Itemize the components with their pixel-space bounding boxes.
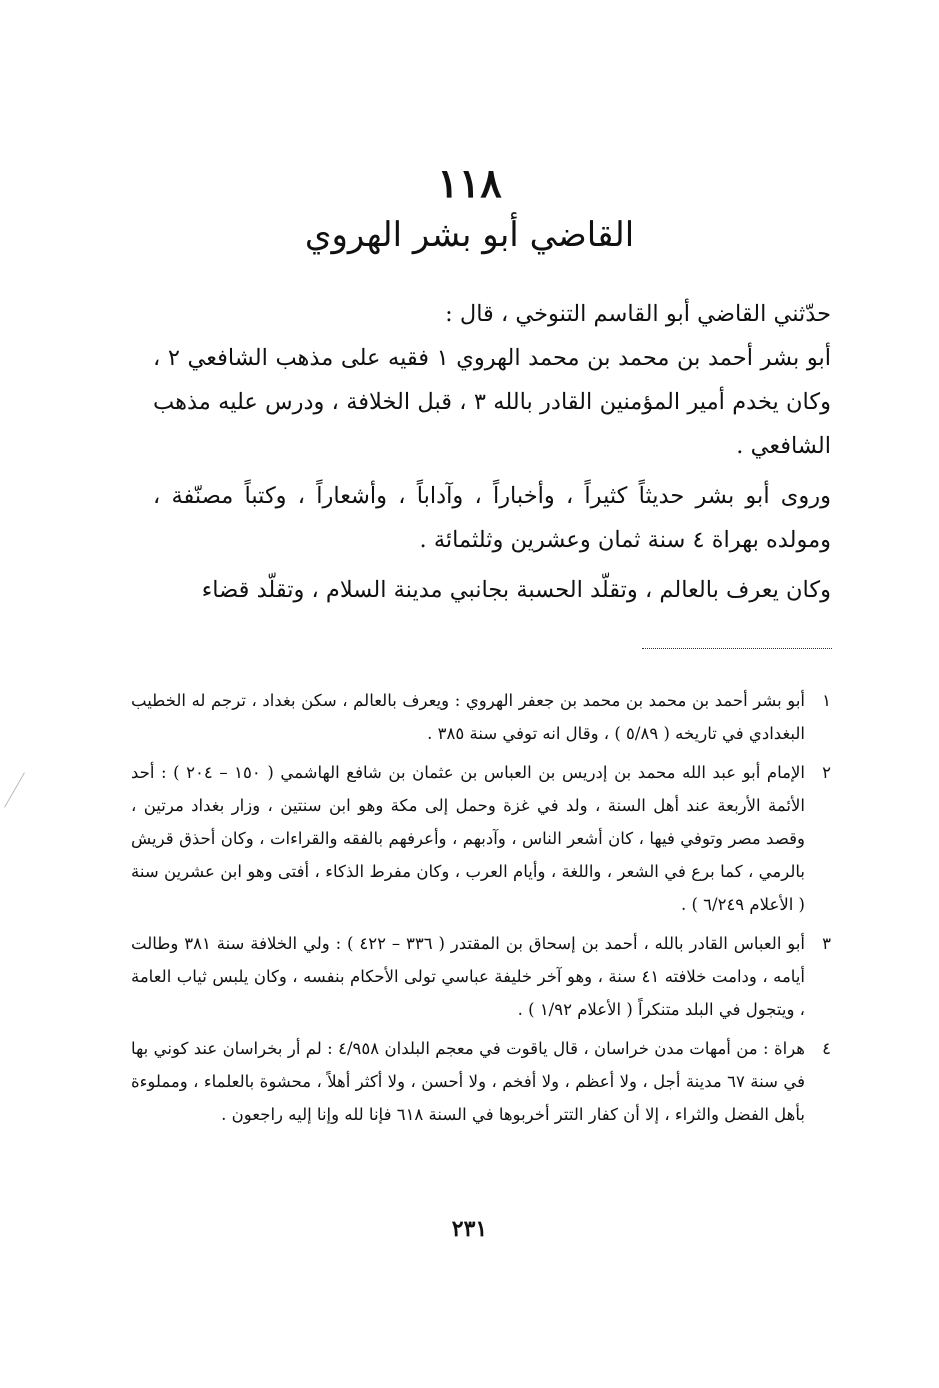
footnote-text: الإمام أبو عبد الله محمد بن إدريس بن العباس بن عثمان بن شافع الهاشمي ( ١٥٠ – ٢٠٤ ) : أحد الأئمة الأربعة عند أهل السنة ، ولد في غزة وحمل إلى مكة وهو ابن سنتين ، وزار بغداد مرتين ، وقصد مصر وتوفي فيها ، كان أشعر الناس ، وآدبهم ، وأعرفهم بالفقه والقراءات ، وكان أحذق قريش بالرمي ، كما برع في الشعر ، واللغة ، وأيام العرب ، وكان مفرط الذكاء ، أفتى وهو ابن عشرين سنة ( الأعلام ٦/٢٤٩ ) . <box>131 763 805 914</box>
footnote <box>131 1032 831 1131</box>
story-number: ١١٨ <box>437 160 502 207</box>
footnote <box>131 684 831 750</box>
footnote-text: أبو العباس القادر بالله ، أحمد بن إسحاق بن المقتدر ( ٣٣٦ – ٤٢٢ ) : ولي الخلافة سنة ٣٨١ وطالت أيامه ، ودامت خلافته ٤١ سنة ، وهو آخر خليفة عباسي تولى الأحكام بنفسه ، وكان يلبس ثياب العامة ، ويتجول في البلد متنكراً ( الأعلام ١/٩٢ ) . <box>131 934 805 1019</box>
page-number: ٢٣١ <box>451 1216 488 1242</box>
paragraph: حدّثني القاضي أبو القاسم التنوخي ، قال : <box>445 301 831 327</box>
footnote-separator <box>642 648 832 649</box>
main-text <box>153 292 831 618</box>
paragraph: وكان يعرف بالعالم ، وتقلّد الحسبة بجانبي مدينة السلام ، وتقلّد قضاء <box>201 577 831 603</box>
footnote-number: ١ <box>822 691 831 710</box>
footnote-number: ٤ <box>822 1039 831 1058</box>
footnote-number: ٢ <box>822 763 831 782</box>
footnotes <box>131 684 831 1137</box>
footnote-text: هراة : من أمهات مدن خراسان ، قال ياقوت في معجم البلدان ٤/٩٥٨ : لم أر بخراسان عند كوني بها في سنة ٦٧ مدينة أجل ، ولا أعظم ، ولا أفخم ، ولا أحسن ، ولا أكثر أهلاً ، محشوة بالعلماء ، ومملوءة بأهل الفضل والثراء ، إلا أن كفار التتر أخربوها في السنة ٦١٨ فإنا لله وإنا إليه راجعون . <box>131 1039 806 1124</box>
footnote <box>131 927 831 1026</box>
footnote-number: ٣ <box>822 934 831 953</box>
paragraph: أبو بشر أحمد بن محمد بن محمد الهروي ١ فقيه على مذهب الشافعي ٢ ، وكان يخدم أمير المؤمنين القادر بالله ٣ ، قبل الخلافة ، ودرس عليه مذهب الشافعي . <box>153 345 831 459</box>
story-title: القاضي أبو بشر الهروي <box>304 215 635 255</box>
paragraph: وروى أبو بشر حديثاً كثيراً ، وأخباراً ، وآداباً ، وأشعاراً ، وكتباً مصنّفة ، ومولده بهراة ٤ سنة ثمان وعشرين وثلثمائة . <box>153 483 831 553</box>
footnote <box>131 756 831 921</box>
footnote-text: أبو بشر أحمد بن محمد بن محمد بن جعفر الهروي : ويعرف بالعالم ، سكن بغداد ، ترجم له الخطيب البغدادي في تاريخه ( ٥/٨٩ ) ، وقال انه توفي سنة ٣٨٥ . <box>131 691 805 743</box>
